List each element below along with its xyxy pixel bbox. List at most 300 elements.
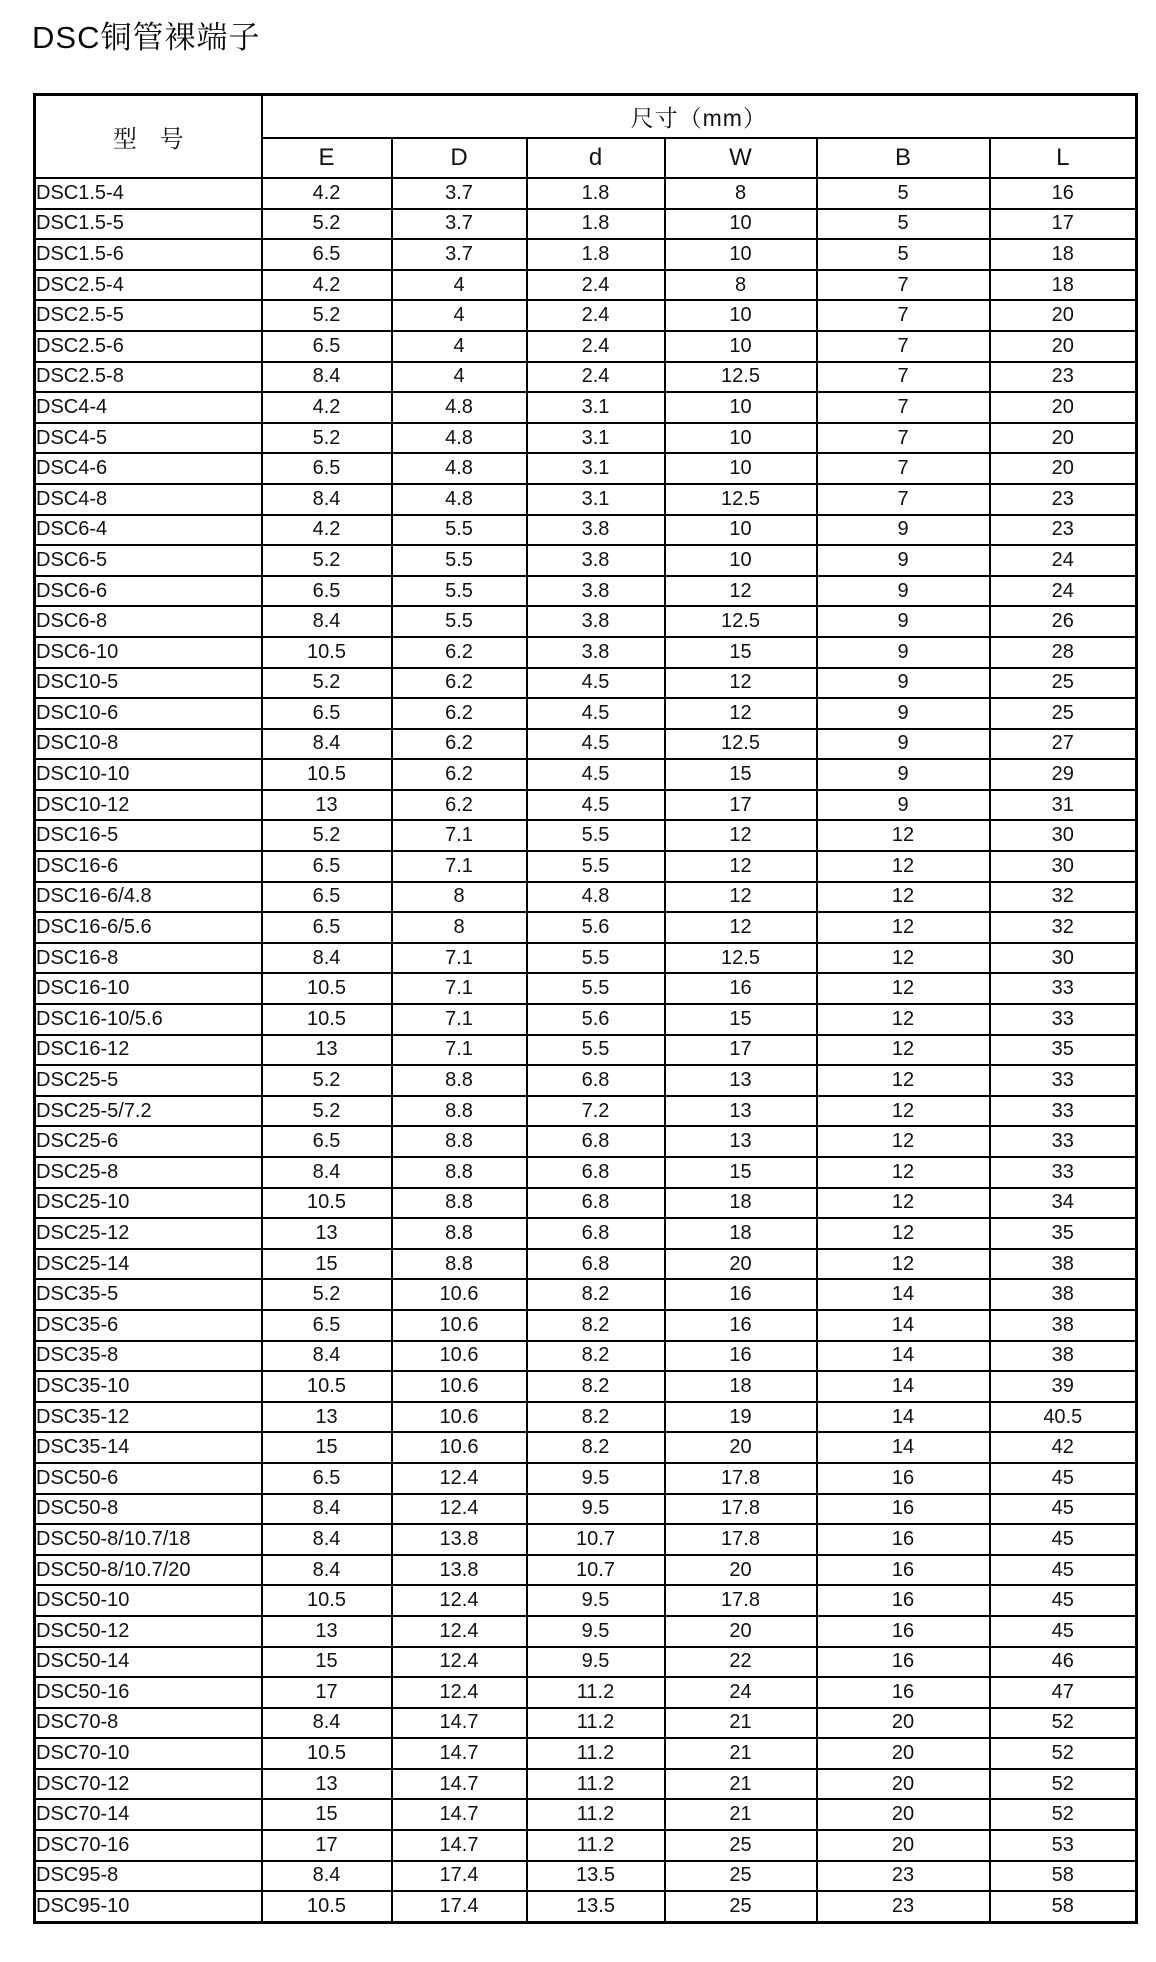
value-cell: 8.4 <box>262 1494 392 1525</box>
value-cell: 10.6 <box>392 1310 527 1341</box>
model-cell: DSC2.5-4 <box>35 270 262 301</box>
column-header-D: D <box>392 138 527 178</box>
value-cell: 9 <box>817 637 990 668</box>
value-cell: 42 <box>990 1432 1137 1463</box>
model-cell: DSC6-10 <box>35 637 262 668</box>
model-cell: DSC50-6 <box>35 1463 262 1494</box>
value-cell: 16 <box>665 1310 817 1341</box>
value-cell: 9.5 <box>527 1494 665 1525</box>
value-cell: 8.8 <box>392 1157 527 1188</box>
value-cell: 8.4 <box>262 1157 392 1188</box>
value-cell: 13.8 <box>392 1555 527 1586</box>
model-cell: DSC16-10 <box>35 973 262 1004</box>
model-cell: DSC95-10 <box>35 1891 262 1922</box>
value-cell: 12 <box>817 882 990 913</box>
value-cell: 7 <box>817 453 990 484</box>
value-cell: 10.7 <box>527 1524 665 1555</box>
value-cell: 15 <box>665 1157 817 1188</box>
value-cell: 12 <box>817 912 990 943</box>
model-cell: DSC4-8 <box>35 484 262 515</box>
value-cell: 6.8 <box>527 1218 665 1249</box>
value-cell: 8.2 <box>527 1371 665 1402</box>
table-row <box>35 1830 1137 1861</box>
value-cell: 6.2 <box>392 729 527 760</box>
value-cell: 4 <box>392 300 527 331</box>
value-cell: 58 <box>990 1861 1137 1892</box>
value-cell: 23 <box>817 1861 990 1892</box>
value-cell: 8.4 <box>262 1555 392 1586</box>
value-cell: 14 <box>817 1432 990 1463</box>
value-cell: 10 <box>665 545 817 576</box>
table-row <box>35 668 1137 699</box>
table-row <box>35 1769 1137 1800</box>
value-cell: 10.6 <box>392 1371 527 1402</box>
value-cell: 8.2 <box>527 1341 665 1372</box>
table-row <box>35 209 1137 240</box>
value-cell: 5.2 <box>262 209 392 240</box>
value-cell: 20 <box>817 1738 990 1769</box>
value-cell: 3.8 <box>527 576 665 607</box>
value-cell: 1.8 <box>527 178 665 209</box>
value-cell: 10.5 <box>262 1585 392 1616</box>
value-cell: 6.2 <box>392 637 527 668</box>
table-row <box>35 1463 1137 1494</box>
value-cell: 16 <box>817 1494 990 1525</box>
table-row <box>35 820 1137 851</box>
value-cell: 12.5 <box>665 362 817 393</box>
value-cell: 20 <box>990 453 1137 484</box>
value-cell: 13.8 <box>392 1524 527 1555</box>
value-cell: 4.2 <box>262 515 392 546</box>
value-cell: 4.8 <box>392 484 527 515</box>
value-cell: 7.1 <box>392 820 527 851</box>
value-cell: 4.8 <box>392 392 527 423</box>
value-cell: 7 <box>817 300 990 331</box>
value-cell: 12 <box>665 820 817 851</box>
table-row <box>35 1616 1137 1647</box>
value-cell: 8 <box>665 178 817 209</box>
value-cell: 4.8 <box>392 423 527 454</box>
value-cell: 15 <box>262 1799 392 1830</box>
value-cell: 20 <box>990 300 1137 331</box>
model-cell: DSC10-12 <box>35 790 262 821</box>
value-cell: 7.1 <box>392 1035 527 1066</box>
value-cell: 13 <box>665 1126 817 1157</box>
model-cell: DSC50-12 <box>35 1616 262 1647</box>
column-header-W: W <box>665 138 817 178</box>
value-cell: 15 <box>262 1249 392 1280</box>
value-cell: 8.2 <box>527 1432 665 1463</box>
table-row <box>35 1402 1137 1433</box>
model-cell: DSC25-6 <box>35 1126 262 1157</box>
value-cell: 3.7 <box>392 209 527 240</box>
value-cell: 25 <box>665 1861 817 1892</box>
value-cell: 20 <box>990 331 1137 362</box>
value-cell: 52 <box>990 1799 1137 1830</box>
value-cell: 16 <box>817 1647 990 1678</box>
table-row <box>35 331 1137 362</box>
model-cell: DSC70-10 <box>35 1738 262 1769</box>
value-cell: 13 <box>262 790 392 821</box>
model-cell: DSC70-14 <box>35 1799 262 1830</box>
table-row <box>35 759 1137 790</box>
value-cell: 6.8 <box>527 1065 665 1096</box>
value-cell: 12 <box>817 1157 990 1188</box>
value-cell: 24 <box>665 1677 817 1708</box>
column-header-model: 型 号 <box>35 95 262 179</box>
table-row <box>35 1126 1137 1157</box>
value-cell: 8.2 <box>527 1279 665 1310</box>
column-group-header-dimensions: 尺寸（mm） <box>262 95 1137 139</box>
value-cell: 18 <box>665 1188 817 1219</box>
value-cell: 10.5 <box>262 973 392 1004</box>
value-cell: 3.8 <box>527 515 665 546</box>
value-cell: 45 <box>990 1463 1137 1494</box>
value-cell: 9 <box>817 790 990 821</box>
value-cell: 4 <box>392 331 527 362</box>
model-cell: DSC50-8/10.7/20 <box>35 1555 262 1586</box>
value-cell: 20 <box>817 1769 990 1800</box>
value-cell: 12 <box>665 668 817 699</box>
model-cell: DSC35-5 <box>35 1279 262 1310</box>
model-cell: DSC10-6 <box>35 698 262 729</box>
value-cell: 12 <box>817 820 990 851</box>
value-cell: 38 <box>990 1279 1137 1310</box>
value-cell: 8.4 <box>262 1708 392 1739</box>
value-cell: 14.7 <box>392 1738 527 1769</box>
value-cell: 8.4 <box>262 1861 392 1892</box>
value-cell: 17.8 <box>665 1463 817 1494</box>
value-cell: 15 <box>262 1647 392 1678</box>
model-cell: DSC50-8 <box>35 1494 262 1525</box>
value-cell: 9 <box>817 515 990 546</box>
value-cell: 34 <box>990 1188 1137 1219</box>
table-row <box>35 178 1137 209</box>
model-cell: DSC35-8 <box>35 1341 262 1372</box>
value-cell: 3.1 <box>527 392 665 423</box>
value-cell: 16 <box>665 1279 817 1310</box>
table-row <box>35 698 1137 729</box>
value-cell: 12 <box>817 1126 990 1157</box>
value-cell: 12 <box>817 1218 990 1249</box>
value-cell: 2.4 <box>527 300 665 331</box>
model-cell: DSC6-5 <box>35 545 262 576</box>
table-row <box>35 1585 1137 1616</box>
value-cell: 10.5 <box>262 1188 392 1219</box>
value-cell: 10 <box>665 453 817 484</box>
model-cell: DSC50-14 <box>35 1647 262 1678</box>
table-row <box>35 1708 1137 1739</box>
table-row <box>35 1279 1137 1310</box>
value-cell: 16 <box>817 1616 990 1647</box>
value-cell: 12.4 <box>392 1677 527 1708</box>
value-cell: 8.8 <box>392 1188 527 1219</box>
table-row <box>35 1738 1137 1769</box>
value-cell: 12.4 <box>392 1616 527 1647</box>
table-row <box>35 637 1137 668</box>
value-cell: 12.5 <box>665 606 817 637</box>
model-cell: DSC50-8/10.7/18 <box>35 1524 262 1555</box>
value-cell: 9 <box>817 606 990 637</box>
value-cell: 8.4 <box>262 362 392 393</box>
value-cell: 10.6 <box>392 1279 527 1310</box>
table-row <box>35 1218 1137 1249</box>
value-cell: 6.2 <box>392 759 527 790</box>
value-cell: 14 <box>817 1402 990 1433</box>
value-cell: 9 <box>817 576 990 607</box>
value-cell: 5.2 <box>262 1096 392 1127</box>
value-cell: 38 <box>990 1249 1137 1280</box>
header-row-group <box>35 95 1137 139</box>
value-cell: 7 <box>817 331 990 362</box>
model-cell: DSC4-5 <box>35 423 262 454</box>
value-cell: 12 <box>665 698 817 729</box>
model-cell: DSC1.5-5 <box>35 209 262 240</box>
table-row <box>35 239 1137 270</box>
value-cell: 12 <box>665 882 817 913</box>
model-cell: DSC16-8 <box>35 943 262 974</box>
value-cell: 6.5 <box>262 851 392 882</box>
model-cell: DSC10-5 <box>35 668 262 699</box>
table-row <box>35 1249 1137 1280</box>
value-cell: 33 <box>990 973 1137 1004</box>
value-cell: 38 <box>990 1341 1137 1372</box>
value-cell: 12.5 <box>665 484 817 515</box>
value-cell: 39 <box>990 1371 1137 1402</box>
value-cell: 33 <box>990 1004 1137 1035</box>
value-cell: 5.5 <box>392 606 527 637</box>
value-cell: 10.5 <box>262 1371 392 1402</box>
value-cell: 13.5 <box>527 1891 665 1922</box>
model-cell: DSC16-6/5.6 <box>35 912 262 943</box>
value-cell: 7 <box>817 392 990 423</box>
value-cell: 7 <box>817 362 990 393</box>
value-cell: 16 <box>817 1524 990 1555</box>
value-cell: 33 <box>990 1157 1137 1188</box>
model-cell: DSC10-8 <box>35 729 262 760</box>
value-cell: 11.2 <box>527 1677 665 1708</box>
value-cell: 12 <box>665 851 817 882</box>
table-row <box>35 882 1137 913</box>
value-cell: 4.5 <box>527 668 665 699</box>
value-cell: 4.5 <box>527 698 665 729</box>
table-row <box>35 790 1137 821</box>
value-cell: 7.2 <box>527 1096 665 1127</box>
value-cell: 3.1 <box>527 453 665 484</box>
model-cell: DSC35-12 <box>35 1402 262 1433</box>
value-cell: 20 <box>817 1708 990 1739</box>
model-cell: DSC25-8 <box>35 1157 262 1188</box>
model-cell: DSC16-10/5.6 <box>35 1004 262 1035</box>
value-cell: 22 <box>665 1647 817 1678</box>
value-cell: 5.5 <box>527 943 665 974</box>
value-cell: 16 <box>990 178 1137 209</box>
value-cell: 4.8 <box>527 882 665 913</box>
table-row <box>35 1799 1137 1830</box>
value-cell: 11.2 <box>527 1738 665 1769</box>
value-cell: 8.8 <box>392 1065 527 1096</box>
table-row <box>35 1524 1137 1555</box>
model-cell: DSC70-16 <box>35 1830 262 1861</box>
table-row <box>35 1494 1137 1525</box>
value-cell: 12.4 <box>392 1494 527 1525</box>
table-row <box>35 1647 1137 1678</box>
value-cell: 8 <box>665 270 817 301</box>
value-cell: 12.4 <box>392 1647 527 1678</box>
column-header-B: B <box>817 138 990 178</box>
value-cell: 10 <box>665 300 817 331</box>
model-cell: DSC16-6/4.8 <box>35 882 262 913</box>
value-cell: 20 <box>817 1830 990 1861</box>
value-cell: 7 <box>817 484 990 515</box>
value-cell: 35 <box>990 1218 1137 1249</box>
value-cell: 23 <box>990 362 1137 393</box>
value-cell: 9.5 <box>527 1616 665 1647</box>
value-cell: 6.5 <box>262 912 392 943</box>
value-cell: 10 <box>665 209 817 240</box>
value-cell: 12.4 <box>392 1585 527 1616</box>
value-cell: 5.5 <box>392 545 527 576</box>
table-row <box>35 1065 1137 1096</box>
value-cell: 5 <box>817 239 990 270</box>
value-cell: 25 <box>665 1891 817 1922</box>
value-cell: 6.8 <box>527 1126 665 1157</box>
value-cell: 13.5 <box>527 1861 665 1892</box>
value-cell: 17.4 <box>392 1861 527 1892</box>
value-cell: 13 <box>262 1402 392 1433</box>
table-row <box>35 1341 1137 1372</box>
value-cell: 9 <box>817 698 990 729</box>
value-cell: 8 <box>392 882 527 913</box>
value-cell: 53 <box>990 1830 1137 1861</box>
table-row <box>35 1096 1137 1127</box>
value-cell: 1.8 <box>527 239 665 270</box>
value-cell: 10 <box>665 515 817 546</box>
model-cell: DSC25-5 <box>35 1065 262 1096</box>
value-cell: 13 <box>262 1769 392 1800</box>
value-cell: 20 <box>665 1432 817 1463</box>
table-row <box>35 851 1137 882</box>
value-cell: 6.5 <box>262 239 392 270</box>
value-cell: 6.5 <box>262 1126 392 1157</box>
value-cell: 17.8 <box>665 1585 817 1616</box>
value-cell: 45 <box>990 1555 1137 1586</box>
value-cell: 6.8 <box>527 1249 665 1280</box>
value-cell: 17 <box>665 1035 817 1066</box>
value-cell: 8.4 <box>262 943 392 974</box>
table-row <box>35 392 1137 423</box>
value-cell: 4.2 <box>262 270 392 301</box>
value-cell: 14.7 <box>392 1799 527 1830</box>
value-cell: 32 <box>990 882 1137 913</box>
value-cell: 6.8 <box>527 1188 665 1219</box>
value-cell: 29 <box>990 759 1137 790</box>
table-row <box>35 515 1137 546</box>
model-cell: DSC50-16 <box>35 1677 262 1708</box>
value-cell: 16 <box>817 1555 990 1586</box>
value-cell: 10.6 <box>392 1402 527 1433</box>
value-cell: 4 <box>392 270 527 301</box>
model-cell: DSC16-6 <box>35 851 262 882</box>
model-cell: DSC35-10 <box>35 1371 262 1402</box>
table-row <box>35 1432 1137 1463</box>
value-cell: 33 <box>990 1126 1137 1157</box>
value-cell: 3.8 <box>527 606 665 637</box>
model-cell: DSC1.5-4 <box>35 178 262 209</box>
value-cell: 6.5 <box>262 1310 392 1341</box>
value-cell: 9.5 <box>527 1463 665 1494</box>
model-cell: DSC2.5-5 <box>35 300 262 331</box>
table-row <box>35 1004 1137 1035</box>
table-row <box>35 1310 1137 1341</box>
value-cell: 6.8 <box>527 1157 665 1188</box>
value-cell: 25 <box>665 1830 817 1861</box>
value-cell: 13 <box>262 1218 392 1249</box>
table-header <box>35 95 1137 179</box>
value-cell: 20 <box>665 1249 817 1280</box>
value-cell: 5.2 <box>262 423 392 454</box>
value-cell: 3.1 <box>527 423 665 454</box>
value-cell: 9 <box>817 545 990 576</box>
value-cell: 10.5 <box>262 637 392 668</box>
value-cell: 46 <box>990 1647 1137 1678</box>
value-cell: 25 <box>990 668 1137 699</box>
value-cell: 18 <box>665 1371 817 1402</box>
value-cell: 7.1 <box>392 1004 527 1035</box>
table-row <box>35 1555 1137 1586</box>
value-cell: 17 <box>665 790 817 821</box>
value-cell: 8.8 <box>392 1249 527 1280</box>
value-cell: 17.4 <box>392 1891 527 1922</box>
value-cell: 18 <box>990 239 1137 270</box>
value-cell: 10.6 <box>392 1432 527 1463</box>
value-cell: 10.7 <box>527 1555 665 1586</box>
value-cell: 10 <box>665 331 817 362</box>
value-cell: 17.8 <box>665 1524 817 1555</box>
value-cell: 32 <box>990 912 1137 943</box>
value-cell: 12 <box>817 1188 990 1219</box>
model-cell: DSC16-12 <box>35 1035 262 1066</box>
value-cell: 12 <box>665 576 817 607</box>
value-cell: 45 <box>990 1494 1137 1525</box>
value-cell: 26 <box>990 606 1137 637</box>
model-cell: DSC25-14 <box>35 1249 262 1280</box>
value-cell: 11.2 <box>527 1708 665 1739</box>
value-cell: 6.5 <box>262 331 392 362</box>
value-cell: 5.5 <box>527 1035 665 1066</box>
value-cell: 9 <box>817 729 990 760</box>
value-cell: 20 <box>665 1555 817 1586</box>
value-cell: 12 <box>817 851 990 882</box>
value-cell: 5.2 <box>262 668 392 699</box>
value-cell: 4.5 <box>527 729 665 760</box>
value-cell: 4.2 <box>262 178 392 209</box>
value-cell: 52 <box>990 1738 1137 1769</box>
table-row <box>35 1891 1137 1922</box>
value-cell: 4.2 <box>262 392 392 423</box>
value-cell: 6.5 <box>262 882 392 913</box>
value-cell: 6.2 <box>392 668 527 699</box>
value-cell: 13 <box>665 1065 817 1096</box>
value-cell: 20 <box>990 423 1137 454</box>
value-cell: 9 <box>817 759 990 790</box>
table-row <box>35 300 1137 331</box>
value-cell: 18 <box>990 270 1137 301</box>
dimension-spec-table <box>33 93 1138 1924</box>
value-cell: 21 <box>665 1738 817 1769</box>
table-row <box>35 943 1137 974</box>
value-cell: 45 <box>990 1616 1137 1647</box>
